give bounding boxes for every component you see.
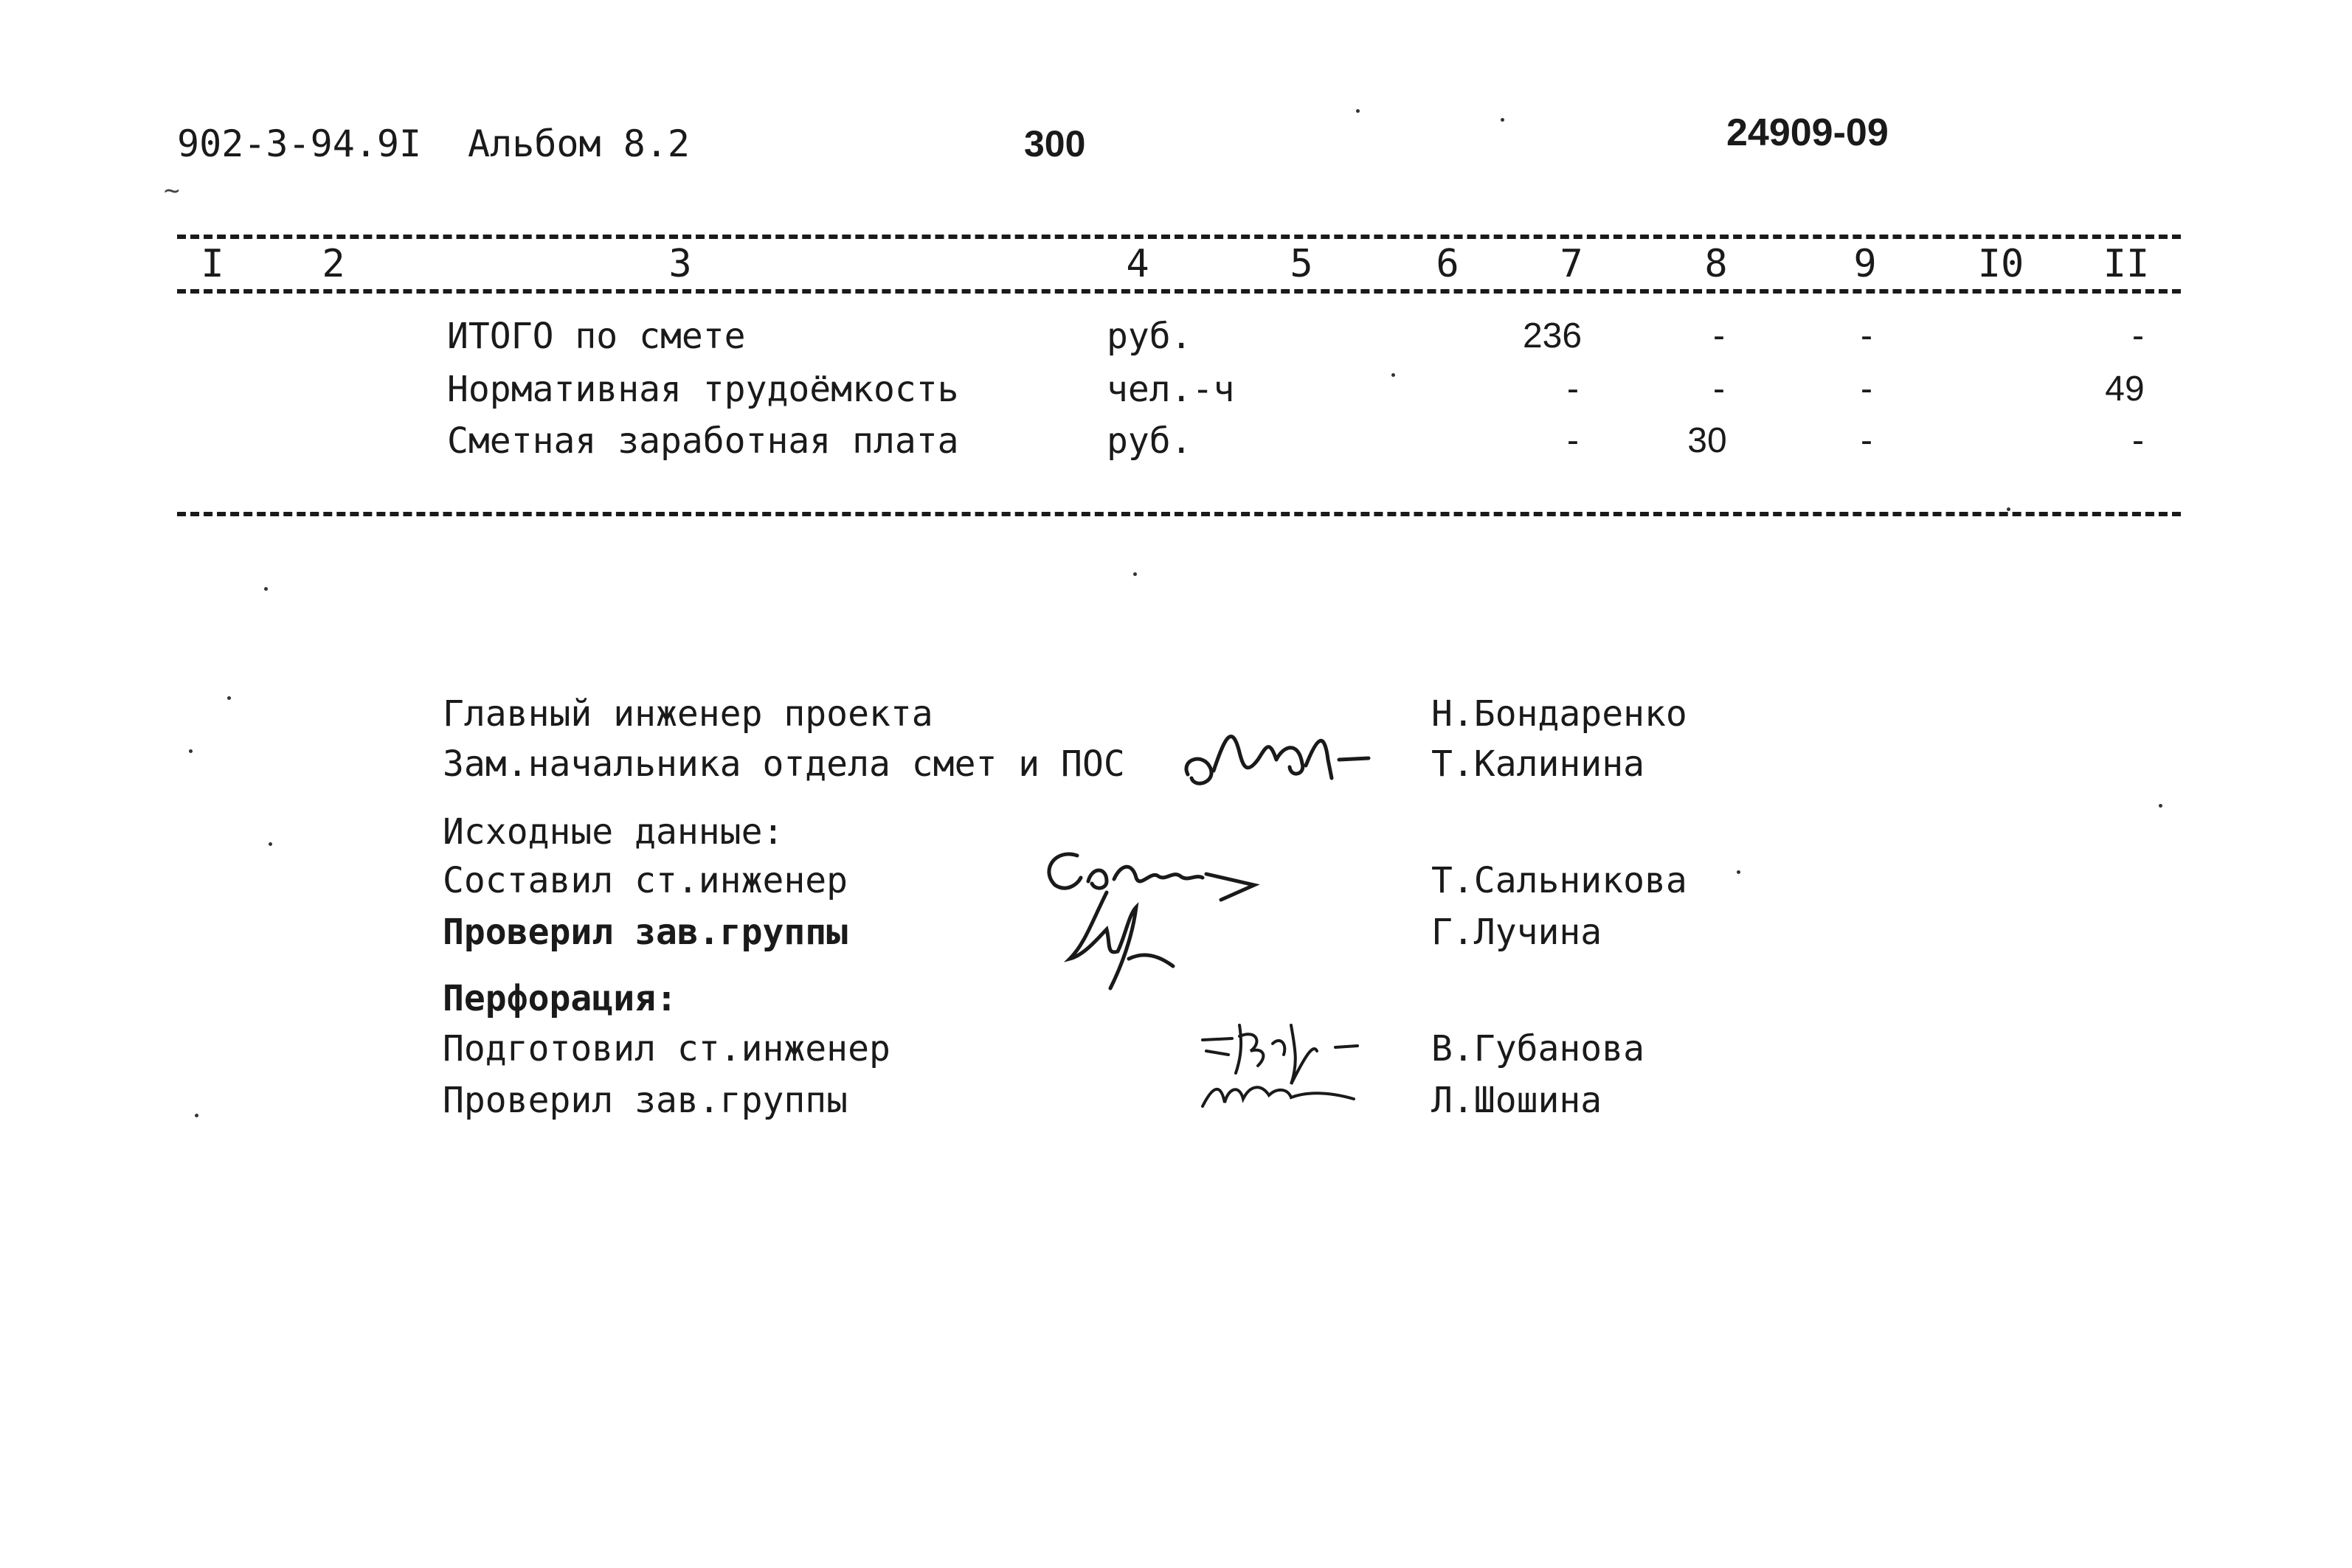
column-number-9: 9 (1853, 242, 1877, 286)
signature-gubanova (1188, 1010, 1365, 1121)
cell-col8: - (1713, 370, 1725, 409)
scan-speck (227, 696, 231, 700)
signature-luchina (1055, 885, 1203, 996)
scan-speck (264, 587, 268, 591)
signature-kalinina (1173, 708, 1380, 804)
column-number-6: 6 (1436, 242, 1459, 286)
deputy-head-name: Т.Калинина (1431, 743, 1644, 785)
cell-col11: - (2132, 316, 2144, 355)
prepared-name: В.Губанова (1431, 1028, 1644, 1069)
column-number-3: 3 (668, 242, 692, 286)
table-bottom-rule (177, 512, 2181, 516)
cell-col8: 30 (1687, 421, 1727, 460)
cell-col9: - (1861, 370, 1872, 409)
document-code: 902-3-94.9I (177, 122, 422, 165)
scan-speck (195, 1114, 198, 1117)
scan-speck (1501, 118, 1504, 122)
row-label: Нормативная трудоёмкость (447, 369, 959, 410)
scan-speck (2007, 507, 2010, 511)
perforation-heading: Перфорация: (443, 978, 677, 1019)
checked1-name: Г.Лучина (1431, 912, 1602, 953)
cell-col9: - (1861, 421, 1872, 460)
column-number-11: II (2103, 242, 2150, 286)
row-unit: руб. (1107, 316, 1192, 357)
column-number-5: 5 (1290, 242, 1313, 286)
scan-speck (1391, 373, 1395, 377)
column-number-2: 2 (322, 242, 345, 286)
compiled-role: Составил ст.инженер (443, 860, 848, 901)
scan-speck (1356, 109, 1360, 113)
cell-col7: 236 (1522, 316, 1583, 355)
column-number-7: 7 (1560, 242, 1583, 286)
source-data-heading: Исходные данные: (443, 811, 784, 853)
compiled-name: Т.Сальникова (1431, 860, 1687, 901)
table-top-rule (177, 235, 2181, 239)
cell-col9: - (1861, 316, 1872, 355)
row-unit: чел.-ч (1107, 369, 1235, 410)
row-unit: руб. (1107, 420, 1192, 462)
scan-speck (189, 749, 193, 753)
scan-speck (2159, 804, 2162, 808)
scan-mark: ~ (164, 176, 180, 206)
page-number: 300 (1024, 123, 1086, 164)
checked1-role: Проверил зав.группы (443, 912, 848, 953)
cell-col8: - (1713, 316, 1725, 355)
scan-speck (1737, 870, 1740, 874)
chief-engineer-name: Н.Бондаренко (1431, 693, 1687, 735)
checked2-name: Л.Шошина (1431, 1080, 1602, 1121)
table-header-rule (177, 289, 2181, 294)
cell-col7: - (1567, 421, 1579, 460)
prepared-role: Подготовил ст.инженер (443, 1028, 890, 1069)
column-number-8: 8 (1704, 242, 1728, 286)
row-label: ИТОГО по смете (447, 316, 746, 357)
cell-col7: - (1567, 370, 1579, 409)
column-number-4: 4 (1126, 242, 1149, 286)
row-label: Сметная заработная плата (447, 420, 959, 462)
cell-col11: - (2132, 421, 2144, 460)
scan-speck (1133, 572, 1137, 576)
chief-engineer-role: Главный инженер проекта (443, 693, 933, 735)
column-number-10: I0 (1977, 242, 2024, 286)
scan-speck (269, 842, 272, 846)
cell-col11: 49 (2105, 370, 2145, 409)
inventory-number: 24909-09 (1726, 111, 1889, 154)
column-number-1: I (201, 242, 224, 286)
deputy-head-role: Зам.начальника отдела смет и ПОС (443, 743, 1125, 785)
checked2-role: Проверил зав.группы (443, 1080, 848, 1121)
album-label: Альбом 8.2 (468, 122, 691, 165)
